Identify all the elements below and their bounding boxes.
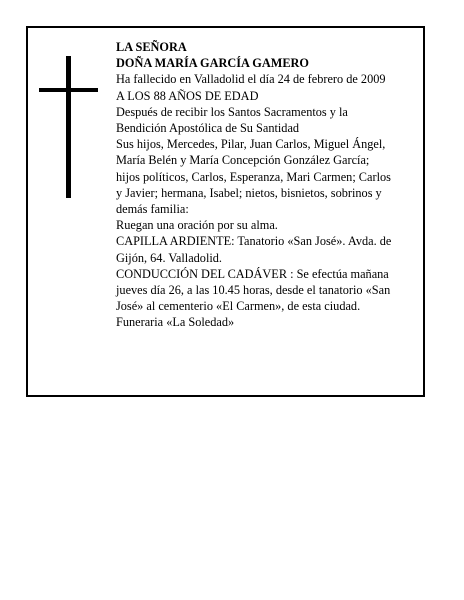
family-line-2: María Belén y María Concepción González García; — [116, 153, 370, 168]
family-line-4: y Javier; hermana, Isabel; nietos, bisnietos, sobrinos y — [116, 185, 382, 200]
family-line-3: hijos políticos, Carlos, Esperanza, Mari Carmen; Carlos — [116, 169, 391, 184]
obituary-notice — [26, 26, 425, 397]
procession-line-1: CONDUCCIÓN DEL CADÁVER : Se efectúa mañana — [116, 266, 389, 281]
procession-line-2: jueves día 26, a las 10.45 horas, desde el tanatorio «San — [116, 283, 391, 298]
funeral-home-line: Funeraria «La Soledad» — [116, 315, 235, 330]
family-line-1: Sus hijos, Mercedes, Pilar, Juan Carlos, Miguel Ángel, — [116, 137, 386, 152]
age-line: A LOS 88 AÑOS DE EDAD — [116, 88, 259, 103]
chapel-line-1: CAPILLA ARDIENTE: Tanatorio «San José». Avda. de — [116, 234, 392, 249]
notice-heading: LA SEÑORA — [116, 40, 187, 54]
procession-line-3: José» al cementerio «El Carmen», de esta ciudad. — [116, 299, 361, 314]
cross-vertical-bar — [66, 56, 71, 198]
chapel-line-2: Gijón, 64. Valladolid. — [116, 250, 223, 265]
death-date-line: Ha fallecido en Valladolid el día 24 de febrero de 2009 — [116, 72, 386, 87]
cross-horizontal-bar — [39, 88, 98, 92]
family-line-5: demás familia: — [116, 202, 189, 217]
deceased-name: DOÑA MARÍA GARCÍA GAMERO — [116, 56, 309, 71]
prayer-line: Ruegan una oración por su alma. — [116, 218, 278, 233]
sacraments-line-2: Bendición Apostólica de Su Santidad — [116, 121, 300, 136]
notice-text — [116, 39, 420, 331]
sacraments-line-1: Después de recibir los Santos Sacramentos y la — [116, 104, 348, 119]
